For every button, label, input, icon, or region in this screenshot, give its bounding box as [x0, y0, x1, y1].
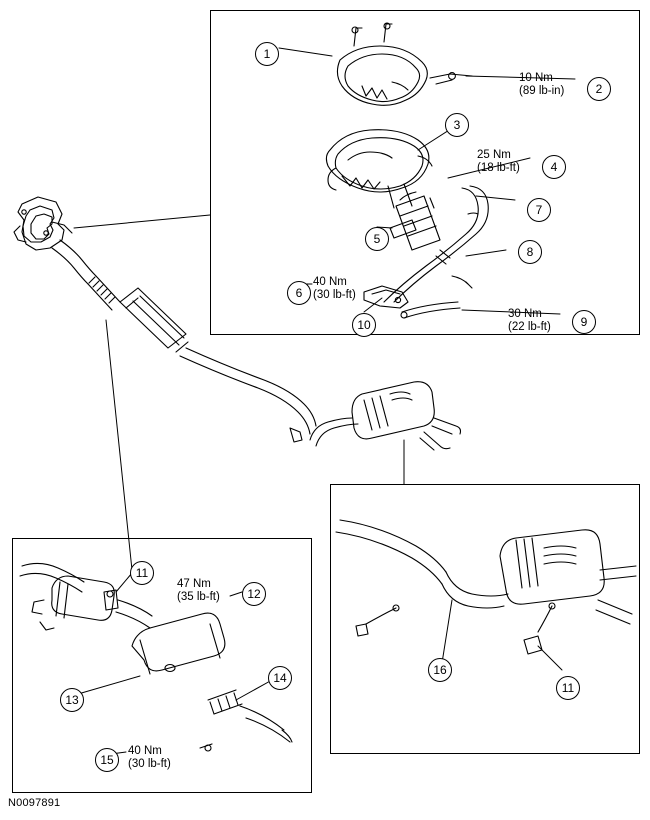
callout-11[interactable]: 11	[130, 561, 154, 585]
torque-40nm-a-line2: (30 lb-ft)	[313, 289, 356, 301]
callout-6[interactable]: 6	[287, 281, 311, 305]
torque-25nm	[477, 149, 520, 175]
callout-15[interactable]: 15	[95, 748, 119, 772]
overview-muffler	[290, 382, 461, 450]
torque-25nm-line1: 25 Nm	[477, 149, 511, 161]
figure-part-number: N0097891	[8, 797, 61, 809]
torque-40nm-b-line2: (30 lb-ft)	[128, 758, 171, 770]
callout-1[interactable]: 1	[255, 42, 279, 66]
torque-47nm-line2: (35 lb-ft)	[177, 591, 220, 603]
torque-10nm-line2: (89 lb-in)	[519, 85, 565, 97]
torque-40nm-b-line1: 40 Nm	[128, 745, 162, 757]
torque-30nm-line2: (22 lb-ft)	[508, 321, 551, 333]
callout-16[interactable]: 16	[428, 658, 452, 682]
torque-40nm-a-line1: 40 Nm	[313, 276, 347, 288]
overview-flex-joint	[88, 276, 120, 310]
callout-9[interactable]: 9	[572, 310, 596, 334]
callout-11-right[interactable]: 11	[556, 676, 580, 700]
torque-40nm-b	[128, 745, 171, 771]
callout-4[interactable]: 4	[542, 155, 566, 179]
callout-10[interactable]: 10	[352, 313, 376, 337]
torque-30nm-line1: 30 Nm	[508, 308, 542, 320]
callout-12[interactable]: 12	[242, 582, 266, 606]
callout-3[interactable]: 3	[445, 113, 469, 137]
callout-5[interactable]: 5	[365, 227, 389, 251]
callout-2[interactable]: 2	[587, 77, 611, 101]
callout-14[interactable]: 14	[268, 666, 292, 690]
overview-resonator	[120, 288, 188, 352]
lower-right-detail-panel	[330, 484, 640, 754]
callout-13[interactable]: 13	[60, 688, 84, 712]
torque-10nm-line1: 10 Nm	[519, 72, 553, 84]
torque-47nm	[177, 578, 220, 604]
torque-40nm-a	[313, 276, 356, 302]
callout-8[interactable]: 8	[518, 240, 542, 264]
torque-30nm	[508, 308, 551, 334]
torque-10nm	[519, 72, 564, 98]
callout-7[interactable]: 7	[527, 198, 551, 222]
torque-47nm-line1: 47 Nm	[177, 578, 211, 590]
torque-25nm-line2: (18 lb-ft)	[477, 162, 520, 174]
